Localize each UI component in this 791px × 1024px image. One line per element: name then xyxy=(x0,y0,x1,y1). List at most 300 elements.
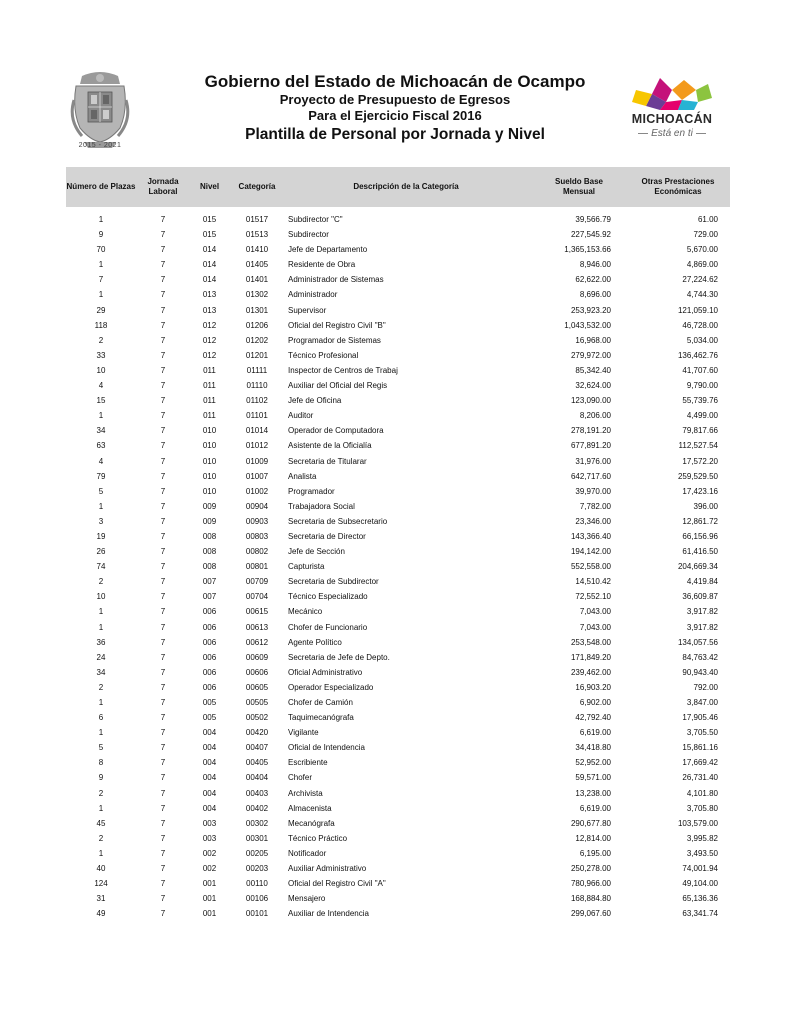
cell-nivel: 004 xyxy=(202,728,217,738)
cell-plazas: 1 xyxy=(98,411,104,421)
cell-plazas: 6 xyxy=(98,713,104,723)
cell-plazas: 1 xyxy=(98,848,104,858)
cell-nivel: 006 xyxy=(202,637,217,647)
table-row xyxy=(66,499,730,514)
table-row xyxy=(66,740,730,755)
cell-categoria: 00704 xyxy=(245,592,269,602)
cell-jornada: 7 xyxy=(160,682,166,692)
table-row xyxy=(66,272,730,287)
cell-jornada: 7 xyxy=(160,833,166,843)
cell-jornada: 7 xyxy=(160,215,166,224)
cell-plazas: 36 xyxy=(96,637,106,647)
cell-plazas: 19 xyxy=(96,531,106,541)
cell-plazas: 79 xyxy=(96,471,106,481)
cell-jornada: 7 xyxy=(160,456,166,466)
cell-descripcion: Notificador xyxy=(288,848,327,858)
cell-otras: 121,059.10 xyxy=(677,305,718,315)
cell-otras: 84,763.42 xyxy=(682,652,718,662)
cell-categoria: 00405 xyxy=(245,758,269,768)
cell-plazas: 1 xyxy=(98,803,104,813)
cell-plazas: 1 xyxy=(98,622,104,632)
cell-categoria: 00613 xyxy=(245,622,269,632)
cell-plazas: 9 xyxy=(98,230,104,240)
cell-otras: 4,869.00 xyxy=(686,260,718,270)
cell-jornada: 7 xyxy=(160,818,166,828)
cell-jornada: 7 xyxy=(160,516,166,526)
cell-descripcion: Subdirector "C" xyxy=(288,215,343,224)
cell-jornada: 7 xyxy=(160,592,166,602)
cell-categoria: 01012 xyxy=(245,441,269,451)
cell-sueldo: 279,972.00 xyxy=(570,350,611,360)
cell-nivel: 009 xyxy=(202,516,217,526)
cell-otras: 4,101.80 xyxy=(686,788,718,798)
table-row xyxy=(66,680,730,695)
cell-jornada: 7 xyxy=(160,305,166,315)
cell-categoria: 01301 xyxy=(245,305,269,315)
cell-descripcion: Auxiliar del Oficial del Regis xyxy=(288,381,388,391)
cell-descripcion: Almacenista xyxy=(288,803,332,813)
cell-sueldo: 8,946.00 xyxy=(579,260,611,270)
cell-otras: 136,462.76 xyxy=(677,350,718,360)
cell-plazas: 49 xyxy=(96,909,106,919)
cell-descripcion: Técnico Práctico xyxy=(288,833,348,843)
cell-jornada: 7 xyxy=(160,320,166,330)
cell-descripcion: Jefe de Sección xyxy=(288,547,345,557)
cell-nivel: 010 xyxy=(202,456,217,466)
table-row xyxy=(66,650,730,665)
cell-plazas: 2 xyxy=(98,335,104,345)
cell-categoria: 01007 xyxy=(245,471,269,481)
col-header-jornada: Jornada Laboral xyxy=(147,177,179,196)
cell-categoria: 01002 xyxy=(245,486,269,496)
cell-nivel: 008 xyxy=(202,531,217,541)
cell-otras: 12,861.72 xyxy=(682,516,718,526)
table-row xyxy=(66,695,730,710)
cell-categoria: 00301 xyxy=(245,833,269,843)
cell-plazas: 24 xyxy=(96,652,106,662)
col-header-categoria: Categoría xyxy=(238,182,276,191)
cell-categoria: 00203 xyxy=(245,864,269,874)
cell-nivel: 006 xyxy=(202,652,217,662)
table-row xyxy=(66,454,730,469)
cell-otras: 259,529.50 xyxy=(677,471,718,481)
table-row xyxy=(66,484,730,499)
table-row xyxy=(66,906,730,921)
cell-sueldo: 780,966.00 xyxy=(570,879,611,889)
cell-sueldo: 72,552.10 xyxy=(575,592,611,602)
table-row xyxy=(66,242,730,257)
cell-jornada: 7 xyxy=(160,803,166,813)
cell-categoria: 00505 xyxy=(245,698,269,707)
cell-otras: 46,728.00 xyxy=(682,320,718,330)
table-row xyxy=(66,408,730,423)
table-row xyxy=(66,333,730,348)
cell-otras: 3,917.82 xyxy=(686,622,718,632)
cell-otras: 17,423.16 xyxy=(682,486,718,496)
cell-categoria: 01405 xyxy=(245,260,269,270)
cell-nivel: 005 xyxy=(202,698,217,707)
cell-sueldo: 6,195.00 xyxy=(579,848,611,858)
cell-nivel: 011 xyxy=(203,365,216,375)
cell-plazas: 4 xyxy=(98,456,104,466)
cell-sueldo: 13,238.00 xyxy=(575,788,611,798)
cell-descripcion: Secretaria de Subdirector xyxy=(288,577,379,587)
cell-nivel: 004 xyxy=(202,788,217,798)
cell-sueldo: 143,366.40 xyxy=(570,531,611,541)
cell-jornada: 7 xyxy=(160,411,166,421)
cell-plazas: 7 xyxy=(98,275,104,285)
cell-jornada: 7 xyxy=(160,864,166,874)
col-header-plazas: Número de Plazas xyxy=(66,182,136,191)
cell-descripcion: Taquimecanógrafa xyxy=(288,713,354,723)
table-row xyxy=(66,604,730,619)
col-header-otras: Otras Prestaciones Económicas xyxy=(641,177,715,196)
table-row xyxy=(66,861,730,876)
cell-descripcion: Archivista xyxy=(288,788,323,798)
cell-categoria: 01111 xyxy=(246,365,268,375)
cell-jornada: 7 xyxy=(160,381,166,391)
cell-jornada: 7 xyxy=(160,486,166,496)
cell-otras: 9,790.00 xyxy=(686,381,718,391)
cell-sueldo: 290,677.80 xyxy=(570,818,611,828)
cell-categoria: 00709 xyxy=(245,577,269,587)
cell-nivel: 004 xyxy=(202,773,217,783)
cell-nivel: 003 xyxy=(202,833,217,843)
cell-plazas: 2 xyxy=(98,577,104,587)
cell-jornada: 7 xyxy=(160,622,166,632)
cell-jornada: 7 xyxy=(160,562,166,572)
cell-nivel: 002 xyxy=(202,864,217,874)
cell-descripcion: Oficial del Registro Civil "B" xyxy=(288,320,386,330)
cell-nivel: 013 xyxy=(202,305,217,315)
cell-otras: 3,493.50 xyxy=(686,848,718,858)
cell-jornada: 7 xyxy=(160,335,166,345)
cell-jornada: 7 xyxy=(160,547,166,557)
cell-jornada: 7 xyxy=(160,667,166,677)
cell-jornada: 7 xyxy=(160,441,166,451)
cell-descripcion: Oficial Administrativo xyxy=(288,667,363,677)
table-row xyxy=(66,363,730,378)
cell-jornada: 7 xyxy=(160,698,166,707)
cell-plazas: 63 xyxy=(96,441,106,451)
cell-nivel: 008 xyxy=(202,562,217,572)
cell-jornada: 7 xyxy=(160,713,166,723)
cell-otras: 74,001.94 xyxy=(682,864,718,874)
cell-jornada: 7 xyxy=(160,501,166,511)
col-header-sueldo: Sueldo Base Mensual xyxy=(554,177,603,196)
cell-jornada: 7 xyxy=(160,848,166,858)
cell-descripcion: Mecanógrafa xyxy=(288,818,335,828)
cell-sueldo: 8,696.00 xyxy=(579,290,611,300)
cell-sueldo: 85,342.40 xyxy=(575,365,611,375)
table-row xyxy=(66,725,730,740)
cell-nivel: 012 xyxy=(202,320,217,330)
table-row xyxy=(66,318,730,333)
cell-otras: 4,499.00 xyxy=(686,411,718,421)
cell-sueldo: 7,043.00 xyxy=(579,622,611,632)
cell-plazas: 5 xyxy=(98,486,104,496)
cell-otras: 396.00 xyxy=(693,501,718,511)
cell-otras: 3,995.82 xyxy=(686,833,718,843)
cell-descripcion: Administrador de Sistemas xyxy=(288,275,384,285)
cell-descripcion: Técnico Especializado xyxy=(288,592,368,602)
cell-sueldo: 42,792.40 xyxy=(575,713,611,723)
cell-plazas: 1 xyxy=(98,290,104,300)
cell-plazas: 118 xyxy=(94,320,108,330)
cell-plazas: 29 xyxy=(96,305,106,315)
cell-sueldo: 7,782.00 xyxy=(579,501,611,511)
cell-plazas: 1 xyxy=(98,260,104,270)
cell-categoria: 00420 xyxy=(245,728,269,738)
cell-sueldo: 239,462.00 xyxy=(570,667,611,677)
cell-otras: 5,034.00 xyxy=(686,335,718,345)
cell-categoria: 01517 xyxy=(245,215,269,224)
cell-descripcion: Secretaria de Subsecretario xyxy=(288,516,388,526)
cell-categoria: 00612 xyxy=(245,637,269,647)
cell-descripcion: Agente Político xyxy=(288,637,342,647)
table-row xyxy=(66,891,730,906)
cell-sueldo: 171,849.20 xyxy=(570,652,611,662)
document-header xyxy=(150,72,640,146)
cell-nivel: 002 xyxy=(202,848,217,858)
cell-plazas: 26 xyxy=(96,547,106,557)
cell-descripcion: Oficial de Intendencia xyxy=(288,743,365,753)
cell-jornada: 7 xyxy=(160,637,166,647)
cell-nivel: 004 xyxy=(202,803,217,813)
cell-nivel: 013 xyxy=(202,290,217,300)
cell-otras: 15,861.16 xyxy=(682,743,718,753)
cell-descripcion: Supervisor xyxy=(288,305,327,315)
cell-sueldo: 677,891.20 xyxy=(570,441,611,451)
table-row xyxy=(66,544,730,559)
cell-categoria: 01201 xyxy=(245,350,269,360)
cell-sueldo: 250,278.00 xyxy=(570,864,611,874)
cell-plazas: 2 xyxy=(98,788,104,798)
cell-plazas: 34 xyxy=(96,667,106,677)
cell-categoria: 01014 xyxy=(245,426,269,436)
cell-descripcion: Mensajero xyxy=(288,894,326,904)
cell-otras: 103,579.00 xyxy=(677,818,718,828)
table-row xyxy=(66,423,730,438)
cell-jornada: 7 xyxy=(160,260,166,270)
cell-categoria: 01202 xyxy=(245,335,269,345)
cell-jornada: 7 xyxy=(160,758,166,768)
cell-categoria: 00101 xyxy=(245,909,269,919)
cell-jornada: 7 xyxy=(160,365,166,375)
cell-nivel: 015 xyxy=(202,230,217,240)
cell-descripcion: Operador Especializado xyxy=(288,682,374,692)
cell-nivel: 001 xyxy=(202,879,217,889)
cell-categoria: 01110 xyxy=(246,381,268,391)
cell-sueldo: 227,545.92 xyxy=(570,230,611,240)
cell-sueldo: 52,952.00 xyxy=(575,758,611,768)
cell-otras: 36,609.87 xyxy=(682,592,718,602)
cell-descripcion: Analista xyxy=(288,471,317,481)
cell-nivel: 015 xyxy=(202,215,217,224)
cell-plazas: 1 xyxy=(98,607,104,617)
cell-categoria: 00801 xyxy=(245,562,269,572)
cell-sueldo: 253,923.20 xyxy=(570,305,611,315)
cell-categoria: 01302 xyxy=(245,290,269,300)
cell-jornada: 7 xyxy=(160,743,166,753)
cell-plazas: 2 xyxy=(98,833,104,843)
table-row xyxy=(66,303,730,318)
cell-nivel: 006 xyxy=(202,682,217,692)
page-subtitle-year: Para el Ejercicio Fiscal 2016 xyxy=(308,108,482,123)
cell-descripcion: Mecánico xyxy=(288,607,323,617)
table-row xyxy=(66,348,730,363)
cell-categoria: 00502 xyxy=(245,713,269,723)
cell-descripcion: Jefe de Departamento xyxy=(288,245,368,255)
cell-categoria: 01401 xyxy=(245,275,269,285)
cell-nivel: 014 xyxy=(202,275,217,285)
cell-nivel: 004 xyxy=(202,758,217,768)
cell-sueldo: 34,418.80 xyxy=(575,743,611,753)
cell-otras: 66,156.96 xyxy=(682,531,718,541)
cell-otras: 65,136.36 xyxy=(682,894,718,904)
cell-nivel: 014 xyxy=(202,245,217,255)
cell-categoria: 00802 xyxy=(245,547,269,557)
cell-otras: 90,943.40 xyxy=(682,667,718,677)
cell-nivel: 011 xyxy=(203,381,216,391)
cell-jornada: 7 xyxy=(160,471,166,481)
cell-nivel: 006 xyxy=(202,622,217,632)
table-row xyxy=(66,589,730,604)
cell-descripcion: Auxiliar de Intendencia xyxy=(288,909,369,919)
cell-categoria: 00903 xyxy=(245,516,269,526)
cell-sueldo: 299,067.60 xyxy=(570,909,611,919)
cell-sueldo: 16,903.20 xyxy=(575,682,611,692)
cell-otras: 5,670.00 xyxy=(686,245,718,255)
page-subtitle-budget: Proyecto de Presupuesto de Egresos xyxy=(279,92,511,107)
cell-sueldo: 123,090.00 xyxy=(570,396,611,406)
cell-categoria: 01206 xyxy=(245,320,269,330)
table-row xyxy=(66,710,730,725)
cell-jornada: 7 xyxy=(160,577,166,587)
cell-sueldo: 31,976.00 xyxy=(575,456,611,466)
table-row xyxy=(66,801,730,816)
logo-wordmark: MICHOACÁN xyxy=(631,112,713,126)
cell-descripcion: Jefe de Oficina xyxy=(288,396,342,406)
logo-tagline: Está en ti xyxy=(622,128,722,139)
cell-sueldo: 8,206.00 xyxy=(579,411,611,421)
cell-sueldo: 1,365,153.66 xyxy=(564,245,611,255)
cell-categoria: 00110 xyxy=(246,879,268,889)
cell-otras: 729.00 xyxy=(693,230,718,240)
cell-descripcion: Programador xyxy=(288,486,335,496)
table-header xyxy=(66,167,730,207)
cell-categoria: 00402 xyxy=(245,803,269,813)
table-row xyxy=(66,287,730,302)
cell-otras: 63,341.74 xyxy=(682,909,718,919)
cell-descripcion: Inspector de Centros de Trabaj xyxy=(288,365,398,375)
cell-plazas: 34 xyxy=(96,426,106,436)
cell-plazas: 4 xyxy=(98,381,104,391)
cell-jornada: 7 xyxy=(160,773,166,783)
cell-otras: 17,905.46 xyxy=(682,713,718,723)
cell-plazas: 5 xyxy=(98,743,104,753)
cell-categoria: 00302 xyxy=(245,818,269,828)
cell-jornada: 7 xyxy=(160,728,166,738)
cell-sueldo: 168,884.80 xyxy=(570,894,611,904)
cell-descripcion: Técnico Profesional xyxy=(288,350,359,360)
cell-descripcion: Subdirector xyxy=(288,230,329,240)
cell-otras: 3,847.00 xyxy=(686,698,718,707)
cell-plazas: 70 xyxy=(96,245,106,255)
cell-sueldo: 32,624.00 xyxy=(575,381,611,391)
cell-descripcion: Vigilante xyxy=(288,728,319,738)
cell-descripcion: Escribiente xyxy=(288,758,328,768)
seal-years: 2015 - 2021 xyxy=(78,142,122,149)
cell-sueldo: 6,902.00 xyxy=(579,698,611,707)
cell-jornada: 7 xyxy=(160,607,166,617)
cell-descripcion: Oficial del Registro Civil "A" xyxy=(288,879,386,889)
cell-descripcion: Auditor xyxy=(288,411,314,421)
cell-descripcion: Secretaria de Director xyxy=(288,531,366,541)
cell-categoria: 00404 xyxy=(245,773,269,783)
table-row xyxy=(66,620,730,635)
cell-sueldo: 39,970.00 xyxy=(575,486,611,496)
col-header-descripcion: Descripción de la Categoría xyxy=(353,182,459,191)
cell-jornada: 7 xyxy=(160,531,166,541)
cell-otras: 41,707.60 xyxy=(682,365,718,375)
cell-otras: 27,224.62 xyxy=(682,275,718,285)
state-seal-icon xyxy=(70,70,130,150)
table-row xyxy=(66,529,730,544)
cell-plazas: 1 xyxy=(98,501,104,511)
cell-sueldo: 253,548.00 xyxy=(570,637,611,647)
cell-plazas: 10 xyxy=(96,365,106,375)
cell-otras: 3,705.50 xyxy=(686,728,718,738)
cell-nivel: 011 xyxy=(203,411,216,421)
cell-descripcion: Chofer de Camión xyxy=(288,698,353,707)
cell-categoria: 01410 xyxy=(245,245,269,255)
table-row xyxy=(66,438,730,453)
cell-sueldo: 552,558.00 xyxy=(570,562,611,572)
cell-nivel: 007 xyxy=(202,592,217,602)
table-row xyxy=(66,846,730,861)
cell-nivel: 005 xyxy=(202,713,217,723)
col-header-nivel: Nivel xyxy=(199,182,220,191)
table-row xyxy=(66,227,730,242)
cell-plazas: 31 xyxy=(96,894,106,904)
cell-sueldo: 278,191.20 xyxy=(570,426,611,436)
cell-sueldo: 62,622.00 xyxy=(575,275,611,285)
cell-nivel: 014 xyxy=(202,260,217,270)
cell-categoria: 01102 xyxy=(246,396,268,406)
cell-otras: 3,705.80 xyxy=(686,803,718,813)
cell-descripcion: Chofer xyxy=(288,773,313,783)
table-row xyxy=(66,393,730,408)
cell-plazas: 40 xyxy=(96,864,106,874)
cell-otras: 79,817.66 xyxy=(682,426,718,436)
cell-otras: 17,572.20 xyxy=(682,456,718,466)
cell-categoria: 00803 xyxy=(245,531,269,541)
cell-otras: 49,104.00 xyxy=(682,879,718,889)
cell-jornada: 7 xyxy=(160,396,166,406)
cell-descripcion: Secretaria de Titularar xyxy=(288,456,367,466)
table-row xyxy=(66,665,730,680)
cell-otras: 26,731.40 xyxy=(682,773,718,783)
cell-sueldo: 23,346.00 xyxy=(575,516,611,526)
cell-jornada: 7 xyxy=(160,788,166,798)
cell-jornada: 7 xyxy=(160,275,166,285)
cell-sueldo: 59,571.00 xyxy=(575,773,611,783)
cell-descripcion: Chofer de Funcionario xyxy=(288,622,368,632)
table-row xyxy=(66,770,730,785)
table-row xyxy=(66,559,730,574)
cell-sueldo: 194,142.00 xyxy=(570,547,611,557)
